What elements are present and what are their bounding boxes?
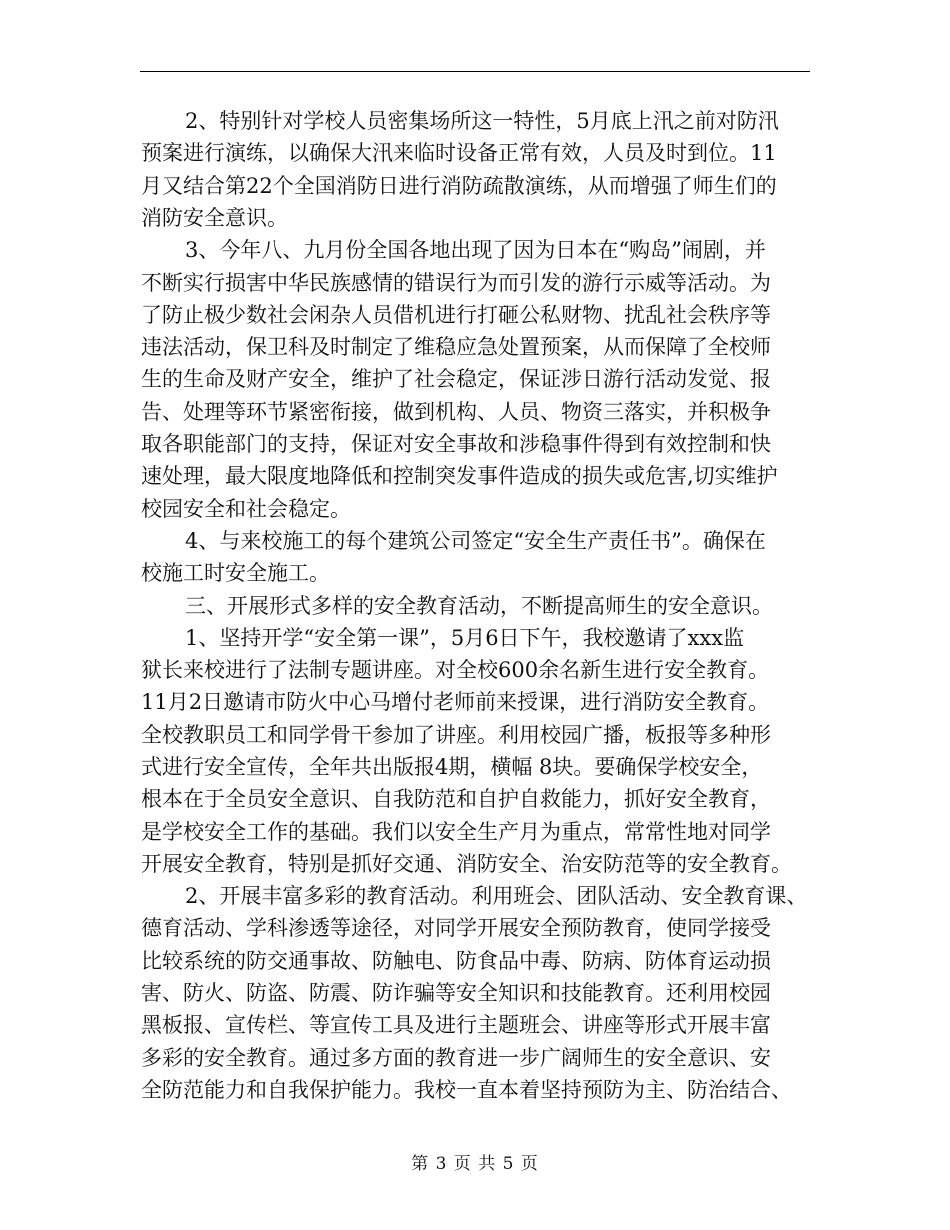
text-line: 校施工时安全施工。 xyxy=(141,561,330,585)
text-line: 2、开展丰富多彩的教育活动。利用班会、团队活动、安全教育课、 xyxy=(185,884,808,908)
text-line: 全防范能力和自我保护能力。我校一直本着坚持预防为主、防治结合、 xyxy=(141,1078,792,1102)
text-line: 速处理，最大限度地降低和控制突发事件造成的损失或危害,切实维护 xyxy=(141,464,778,488)
text-line: 4、与来校施工的每个建筑公司签定“安全生产责任书”。确保在 xyxy=(185,529,766,553)
text-line: 预案进行演练，以确保大汛来临时设备正常有效，人员及时到位。11 xyxy=(141,141,777,165)
text-line: 比较系统的防交通事故、防触电、防食品中毒、防病、防体育运动损 xyxy=(141,949,771,973)
text-line: 了防止极少数社会闲杂人员借机进行打砸公私财物、扰乱社会秩序等 xyxy=(141,303,771,327)
text-line: 是学校安全工作的基础。我们以安全生产月为重点，常常性地对同学 xyxy=(141,820,771,844)
page-number-footer: 第 3 页 共 5 页 xyxy=(411,1154,539,1174)
text-line: 不断实行损害中华民族感情的错误行为而引发的游行示威等活动。为 xyxy=(141,271,771,295)
text-line: 黑板报、宣传栏、等宣传工具及进行主题班会、讲座等形式开展丰富 xyxy=(141,1013,771,1037)
header-rule xyxy=(140,71,810,72)
text-line: 3、今年八、九月份全国各地出现了因为日本在“购岛”闹剧，并 xyxy=(185,238,766,262)
text-line: 月又结合第22个全国消防日进行消防疏散演练，从而增强了师生们的 xyxy=(141,174,777,198)
text-line: 消防安全意识。 xyxy=(141,206,288,230)
text-line: 取各职能部门的支持，保证对安全事故和涉稳事件得到有效控制和快 xyxy=(141,432,771,456)
text-line: 狱长来校进行了法制专题讲座。对全校600余名新生进行安全教育。 xyxy=(141,658,770,682)
text-line: 1、坚持开学“安全第一课”，5月6日下午，我校邀请了xxx监 xyxy=(185,626,745,650)
text-line: 违法活动，保卫科及时制定了维稳应急处置预案，从而保障了全校师 xyxy=(141,335,771,359)
text-line: 开展安全教育，特别是抓好交通、消防安全、治安防范等的安全教育。 xyxy=(141,852,792,876)
text-line: 根本在于全员安全意识、自我防范和自护自救能力，抓好安全教育， xyxy=(141,787,771,811)
text-line: 多彩的安全教育。通过多方面的教育进一步广阔师生的安全意识、安 xyxy=(141,1046,771,1070)
text-line: 11月2日邀请市防火中心马增付老师前来授课，进行消防安全教育。 xyxy=(141,690,770,714)
text-line: 2、特别针对学校人员密集场所这一特性，5月底上汛之前对防汛 xyxy=(185,109,779,133)
text-line: 告、处理等环节紧密衔接，做到机构、人员、物资三落实，并积极争 xyxy=(141,400,771,424)
text-line: 生的生命及财产安全，维护了社会稳定，保证涉日游行活动发觉、报 xyxy=(141,367,771,391)
text-line: 校园安全和社会稳定。 xyxy=(141,497,351,521)
text-line: 害、防火、防盗、防震、防诈骗等安全知识和技能教育。还利用校园 xyxy=(141,981,771,1005)
text-line: 德育活动、学科渗透等途径，对同学开展安全预防教育，使同学接受 xyxy=(141,916,771,940)
text-line: 全校教职员工和同学骨干参加了讲座。利用校园广播，板报等多种形 xyxy=(141,723,771,747)
text-line: 三、开展形式多样的安全教育活动，不断提高师生的安全意识。 xyxy=(185,594,773,618)
text-line: 式进行安全宣传，全年共出版报4期，横幅 8块。要确保学校安全， xyxy=(141,755,763,779)
